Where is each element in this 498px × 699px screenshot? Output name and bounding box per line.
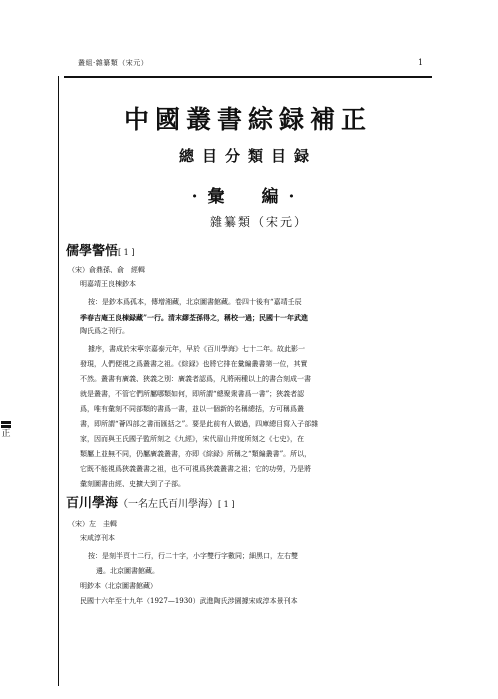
book-title: 中國叢書綜録補正: [123, 105, 372, 134]
entry-note: [ 1 ]: [118, 248, 135, 257]
left-margin-rule: [58, 76, 59, 686]
entry-note: [ 1 ]: [218, 500, 235, 509]
entry-line: 季春吉庵王良棟録藏”一行。清末繆荃孫得之，稱校一過；民國十一年武進: [80, 313, 309, 322]
entry-line: 類屬上並無不同，仍屬廣義叢書，亦即《綜録》所稱之“類編叢書”。所以，: [80, 450, 312, 458]
entry-line: 按：是刻半頁十二行，行二十字，小字雙行字數同；細黑口，左右雙: [88, 552, 298, 560]
section-heading: ·彙 編·: [191, 187, 305, 207]
entry-line: 按：是鈔本爲孤本，傳增湘藏，北京圖書館藏。卷四十後有“嘉靖壬辰: [88, 298, 302, 306]
entry-line: 邊。北京圖書館藏。: [96, 567, 159, 575]
entry-line: 明鈔本（北京圖書館藏）: [80, 582, 157, 590]
entry-line: 宋咸淳刊本: [80, 534, 115, 542]
entry-title: [66, 492, 234, 511]
side-tab: [1, 420, 11, 440]
book-subtitle: 總目分類目録: [178, 147, 317, 165]
entry-line: 它既不能視爲狹義叢書之祖，也不可視爲狹義叢書之祖；它的功勞，乃是將: [80, 465, 311, 473]
page-number: 1: [418, 58, 424, 67]
entry-line: （宋）左 圭輯: [68, 520, 117, 528]
entry-line: （宋）俞鼎孫、俞 經輯: [68, 266, 145, 274]
top-rule: [64, 76, 432, 78]
entry-line: 民國十六年至十九年（1927—1930）武進陶氏涉園據宋咸淳本景刊本: [80, 597, 298, 605]
entry-line: 就是叢書，不管它們所屬哪類如何，即所謂“總聚衆書爲一書”；狹義者認: [80, 390, 305, 398]
entry-alt-title: （一名左氏百川學海）: [118, 499, 219, 510]
side-tab-label: 正: [1, 429, 11, 439]
entry-title: [66, 240, 134, 259]
entry-line: 不然。叢書有廣義、狹義之別：廣義者認爲，凡將兩種以上的書合刻成一書: [80, 375, 311, 383]
side-tab-bar: [1, 421, 11, 424]
running-head: 叢組·雜纂類（宋元）: [78, 59, 149, 67]
entry-line: 爲，唯有彙刻不同部類的書爲一書，並以一個新的名稱總括，方可稱爲叢: [80, 405, 304, 413]
entry-title-text: 儒學警悟: [66, 244, 119, 259]
side-tab-bar: [1, 425, 11, 428]
entry-line: 陶氏爲之刊行。: [80, 327, 129, 335]
entry-line: 彙刻圖書由經、史擴大到了子部。: [80, 480, 185, 488]
category-heading: 雜纂類（宋元）: [210, 215, 309, 229]
entry-title-text: 百川學海: [66, 496, 119, 511]
entry-line: 據序，書成於宋寧宗嘉泰元年，早於《百川學海》七十二年。故此影一: [88, 345, 305, 353]
entry-line: 家，因而與王氏國子監所刻之《九經》，宋代眉山井度所刻之《七史》，在: [80, 435, 304, 443]
entry-line: 發現，人們便視之爲叢書之祖。《綜録》也將它排在彙編叢書第一位，其實: [80, 360, 308, 368]
entry-line: 書，即所謂“薈四部之書而匯括之”。要是此前有人做過，四庫總目寫入子部雜: [80, 420, 319, 428]
entry-line: 明嘉靖王良棟鈔本: [80, 280, 136, 288]
